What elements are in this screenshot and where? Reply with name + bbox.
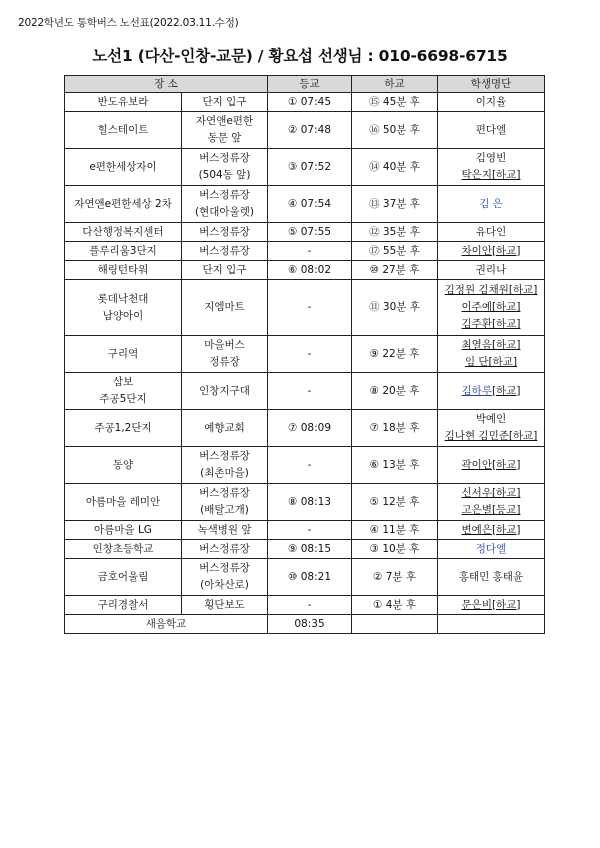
pickup-point [182,112,268,149]
pickup-point-line: 버스정류장 [199,542,250,555]
document-header: 2022학년도 통학버스 노선표(2022.03.11.수정) [18,17,239,29]
student-entry [440,383,542,400]
alight-time: ⑮ 45분 후 [352,93,438,112]
pickup-point-line: (아차산로) [200,579,249,591]
stop-name [65,596,182,615]
student-entry: 변예은[하교] [461,523,521,536]
alight-time: ⑧ 20분 후 [352,373,438,410]
student-list [438,484,545,521]
student-list [438,112,545,149]
student-name-part: [하교] [491,384,521,397]
table-row [65,447,545,484]
stop-name [65,149,182,186]
board-time: ⑤ 07:55 [268,223,352,242]
student-entry: 이지율 [475,95,507,108]
student-entry: 정다엘 [475,542,507,555]
alight-time: ⑯ 50분 후 [352,112,438,149]
board-time: - [268,521,352,540]
pickup-point [182,540,268,559]
alight-time: ⑦ 18분 후 [352,410,438,447]
pickup-point-line: (현대아울렛) [195,206,254,218]
pickup-point-line: (504동 앞) [198,169,251,181]
student-entry: 문은비[하교] [461,598,521,611]
pickup-point-line: (배탈고개) [200,504,249,516]
student-entry: 홍태민 홍태윤 [458,570,524,583]
pickup-point-line: 버스정류장 [199,562,250,574]
pickup-point [182,410,268,447]
stop-name [65,280,182,336]
stop-name [65,186,182,223]
pickup-point-line: 예향교회 [204,421,245,434]
pickup-point-line: 버스정류장 [199,244,250,257]
board-time: - [268,373,352,410]
alight-time: ⑩ 27분 후 [352,261,438,280]
pickup-point [182,596,268,615]
student-list [438,242,545,261]
student-entry: 김 은 [479,197,503,210]
stop-name-line: 아름마을 LG [94,523,152,536]
stop-name-line: 금호어울림 [97,570,149,583]
student-entry: 고은별[등교] [461,504,521,516]
route-title: 노선1 (다산-인창-교문) / 황요섭 선생님 : 010-6698-6715 [92,47,508,65]
student-list [438,93,545,112]
table-header-row [65,76,545,93]
empty-cell [352,615,438,634]
student-list [438,596,545,615]
stop-name-line: 구리경찰서 [97,598,149,611]
pickup-point-line: 자연앤e편한 [195,115,254,127]
pickup-point [182,373,268,410]
student-list [438,261,545,280]
board-time: - [268,336,352,373]
pickup-point-line: 마을버스 [204,339,245,351]
pickup-point [182,280,268,336]
empty-cell [438,615,545,634]
table-row [65,484,545,521]
pickup-point-line: 단지 입구 [202,95,247,108]
alight-time: ⑥ 13분 후 [352,447,438,484]
school-name: 새음학교 [65,615,268,634]
pickup-point [182,149,268,186]
stop-name [65,447,182,484]
table-row [65,280,545,336]
stop-name [65,261,182,280]
student-list [438,540,545,559]
student-entry: 편다엘 [475,123,507,136]
stop-name-line: 주공1,2단지 [94,421,152,434]
table-row [65,112,545,149]
pickup-point-line: 버스정류장 [199,487,250,499]
table-row [65,261,545,280]
student-entry: 임 단[하교] [464,356,518,368]
stop-name [65,373,182,410]
stop-name [65,410,182,447]
student-entry: 김나현 김민준[하교] [444,430,538,442]
pickup-point [182,484,268,521]
alight-header: 하교 [352,76,438,93]
stop-name-line: e편한세상자이 [89,160,157,173]
stop-name-line: 주공5단지 [99,393,147,405]
stop-name-line: 동양 [112,458,134,471]
pickup-point-line: (최촌마을) [200,467,249,479]
student-list [438,186,545,223]
board-time: - [268,447,352,484]
student-entry: 신서우[하교] [461,487,521,499]
board-time: ⑦ 08:09 [268,410,352,447]
pickup-point-line: 버스정류장 [199,189,250,201]
table-row [65,521,545,540]
stop-name-line: 자연앤e편한세상 2차 [74,197,172,210]
table-row [65,186,545,223]
pickup-point-line: 버스정류장 [199,225,250,238]
stop-name-line: 롯데낙천대 [97,292,149,305]
arrival-time: 08:35 [268,615,352,634]
stop-name-line: 힐스테이트 [97,123,149,136]
stop-name-line: 반도유보라 [97,95,149,108]
board-time: ① 07:45 [268,93,352,112]
student-name-part: 김하루 [461,384,492,397]
alight-time: ⑤ 12분 후 [352,484,438,521]
pickup-point-line: 지엠마트 [204,301,245,313]
table-row [65,242,545,261]
student-entry: 차이안[하교] [461,244,521,257]
stop-name [65,559,182,596]
stop-name [65,223,182,242]
student-list [438,559,545,596]
stop-name [65,521,182,540]
board-time: ⑧ 08:13 [268,484,352,521]
alight-time: ⑭ 40분 후 [352,149,438,186]
stop-name [65,484,182,521]
stop-name [65,112,182,149]
table-row [65,336,545,373]
alight-time: ⑫ 35분 후 [352,223,438,242]
board-time: ③ 07:52 [268,149,352,186]
pickup-point [182,242,268,261]
board-header: 등교 [268,76,352,93]
table-row [65,149,545,186]
student-list [438,280,545,336]
alight-time: ⑬ 37분 후 [352,186,438,223]
pickup-point [182,223,268,242]
table-row [65,540,545,559]
student-entry: 유다인 [475,225,507,238]
alight-time: ⑪ 30분 후 [352,280,438,336]
stop-name-line: 플루리움3단지 [89,244,157,257]
alight-time: ③ 10분 후 [352,540,438,559]
alight-time: ⑰ 55분 후 [352,242,438,261]
pickup-point-line: 인창지구대 [199,384,250,397]
stop-name-line: 아름마을 레미안 [85,495,161,508]
alight-time: ④ 11분 후 [352,521,438,540]
pickup-point-line: 녹색병원 앞 [197,523,252,536]
destination-row [65,615,545,634]
stop-name [65,540,182,559]
student-list [438,373,545,410]
pickup-point [182,336,268,373]
alight-time: ② 7분 후 [352,559,438,596]
student-list [438,521,545,540]
board-time: - [268,280,352,336]
student-entry: 탁은지[하교] [461,169,521,181]
stop-name [65,242,182,261]
alight-time: ⑨ 22분 후 [352,336,438,373]
student-entry: 권리나 [475,263,507,276]
student-list [438,149,545,186]
board-time: ⑨ 08:15 [268,540,352,559]
board-time: ⑥ 08:02 [268,261,352,280]
alight-time: ① 4분 후 [352,596,438,615]
table-row [65,559,545,596]
pickup-point-line: 버스정류장 [199,152,250,164]
student-entry: 김영빈 [475,152,507,164]
table-row [65,93,545,112]
table-row [65,223,545,242]
pickup-point [182,447,268,484]
stop-name-line: 인창초등학교 [92,542,154,555]
board-time: - [268,596,352,615]
pickup-point [182,261,268,280]
board-time: ⑩ 08:21 [268,559,352,596]
pickup-point-line: 동문 앞 [207,132,242,144]
schedule-body [65,93,545,615]
stop-name-line: 남양아이 [102,309,144,322]
pickup-point-line: 단지 입구 [202,263,247,276]
student-entry: 최열음[하교] [461,339,521,351]
board-time: ② 07:48 [268,112,352,149]
student-list [438,223,545,242]
pickup-point-line: 정류장 [209,356,240,368]
table-row [65,410,545,447]
student-entry: 이주예[하교] [461,301,521,313]
pickup-point [182,521,268,540]
stop-name [65,93,182,112]
table-row [65,596,545,615]
stop-name-line: 해링턴타워 [97,263,149,276]
student-list [438,410,545,447]
board-time: - [268,242,352,261]
student-entry: 김주환[하교] [461,318,521,330]
board-time: ④ 07:54 [268,186,352,223]
pickup-point-line: 횡단보도 [204,598,245,611]
student-entry: 곽이안[하교] [461,458,521,471]
student-list [438,336,545,373]
stop-name-line: 삼보 [112,376,134,388]
student-list [438,447,545,484]
pickup-point [182,93,268,112]
stop-name [65,336,182,373]
table-row [65,373,545,410]
student-entry: 박예인 [475,413,507,425]
students-header: 학생명단 [438,76,545,93]
student-entry: 김정원 김채원[하교] [444,284,538,296]
pickup-point [182,186,268,223]
place-header: 장 소 [65,76,268,93]
stop-name-line: 구리역 [107,347,139,360]
pickup-point [182,559,268,596]
bus-schedule-table [64,75,545,634]
stop-name-line: 다산행정복지센터 [82,225,164,238]
pickup-point-line: 버스정류장 [199,450,250,462]
